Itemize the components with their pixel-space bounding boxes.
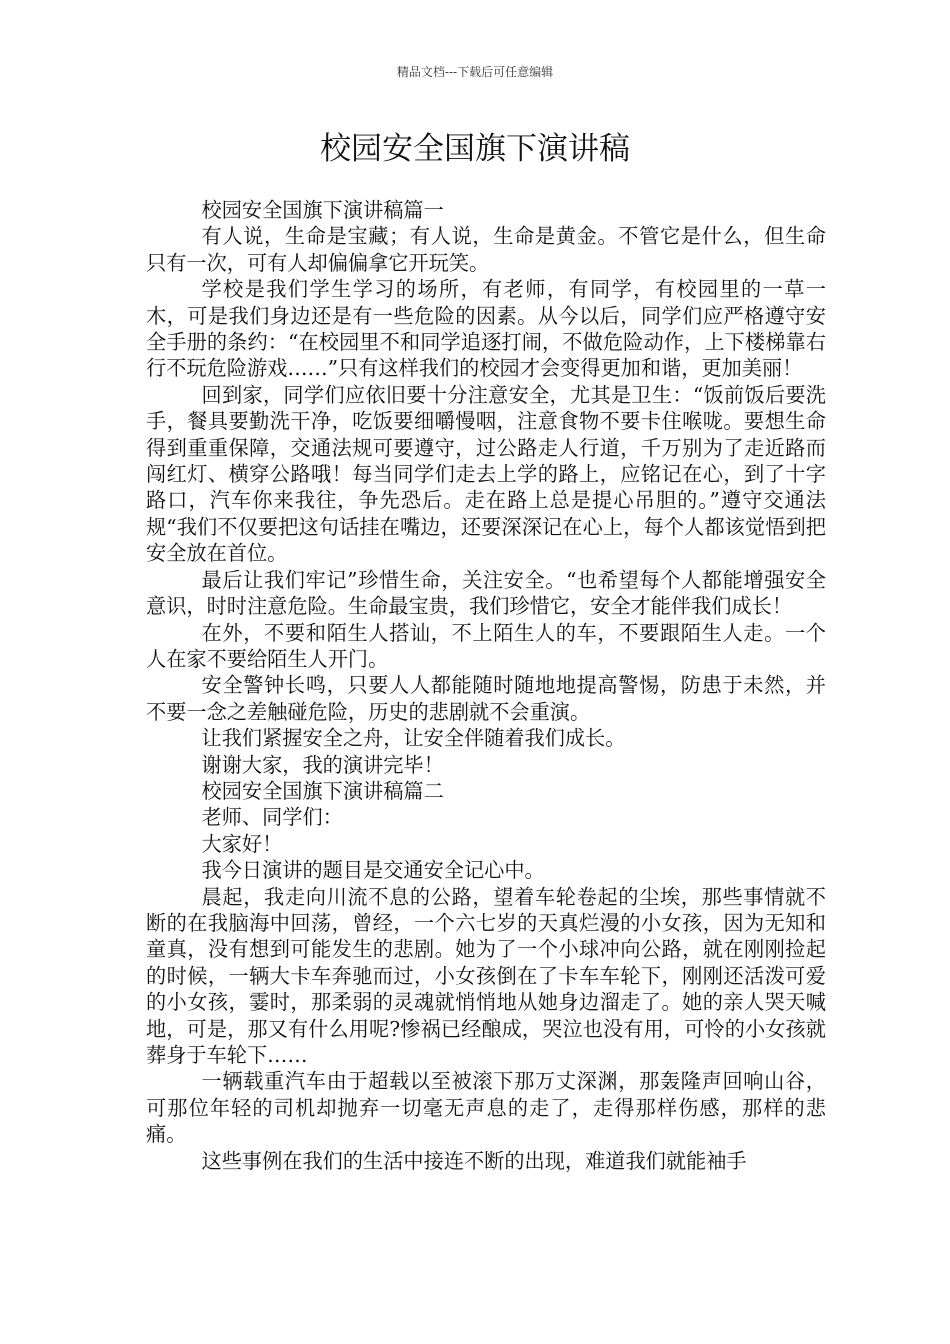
paragraph: 学校是我们学生学习的场所，有老师，有同学，有校园里的一草一木，可是我们身边还是有一些危险的因素。从今以后，同学们应严格遵守安全手册的条约：“在校园里不和同学追逐打闹，不做危险动作，上下楼梯靠右行不玩危险游戏……”只有这样我们的校园才会变得更加和谐，更加美丽！ (146, 277, 826, 381)
paragraph: 晨起，我走向川流不息的公路，望着车轮卷起的尘埃，那些事情就不断的在我脑海中回荡，曾经，一个六七岁的天真烂漫的小女孩，因为无知和童真，没有想到可能发生的悲剧。她为了一个小球冲向公路，就在刚刚捡起的时候，一辆大卡车奔驰而过，小女孩倒在了卡车车轮下，刚刚还活泼可爱的小女孩，霎时，那柔弱的灵魂就悄悄地从她身边溜走了。她的亲人哭天喊地，可是，那又有什么用呢?惨祸已经酿成，哭泣也没有用，可怜的小女孩就葬身于车轮下…… (146, 884, 826, 1067)
paragraph: 有人说，生命是宝藏；有人说，生命是黄金。不管它是什么，但生命只有一次，可有人却偏偏拿它开玩笑。 (146, 224, 826, 275)
paragraph: 校园安全国旗下演讲稿篇一 (201, 198, 444, 222)
paragraph: 老师、同学们： (201, 805, 343, 830)
paragraph: 一辆载重汽车由于超载以至被滚下那万丈深渊，那轰隆声回响山谷，可那位年轻的司机却抛弃一切毫无声息的走了，走得那样伤感，那样的悲痛。 (146, 1069, 826, 1147)
paragraph: 校园安全国旗下演讲稿篇二 (201, 778, 444, 803)
document-title: 校园安全国旗下演讲稿 (320, 131, 630, 167)
paragraph: 在外，不要和陌生人搭讪，不上陌生人的车，不要跟陌生人走。一个人在家不要给陌生人开门。 (146, 620, 826, 671)
paragraph: 大家好！ (201, 831, 283, 856)
paragraph: 我今日演讲的题目是交通安全记心中。 (201, 858, 545, 883)
page-header: 精品文档---下载后可任意编辑 (396, 65, 554, 79)
paragraph: 回到家，同学们应依旧要十分注意安全，尤其是卫生：“饭前饭后要洗手，餐具要勤洗干净，吃饭要细嚼慢咽，注意食物不要卡住喉咙。要想生命得到重重保障，交通法规可要遵守，过公路走人行道，千万别为了走近路而闯红灯、横穿公路哦！每当同学们走去上学的路上，应铭记在心，到了十字路口，汽车你来我往，争先恐后。走在路上总是提心吊胆的。”遵守交通法规“我们不仅要把这句话挂在嘴边，还要深深记在心上，每个人都该觉悟到把安全放在首位。 (146, 382, 826, 566)
paragraph: 最后让我们牢记”珍惜生命，关注安全。“也希望每个人都能增强安全意识，时时注意危险。生命最宝贵，我们珍惜它，安全才能伴我们成长！ (146, 567, 826, 619)
paragraph: 谢谢大家，我的演讲完毕！ (201, 752, 444, 777)
document-body (146, 197, 826, 1174)
paragraph: 让我们紧握安全之舟，让安全伴随着我们成长。 (201, 726, 626, 751)
paragraph: 这些事例在我们的生活中接连不断的出现，难道我们就能袖手 (201, 1148, 747, 1173)
paragraph: 安全警钟长鸣，只要人人都能随时随地地提高警惕，防患于未然，并不要一念之差触碰危险，历史的悲剧就不会重演。 (146, 673, 826, 724)
